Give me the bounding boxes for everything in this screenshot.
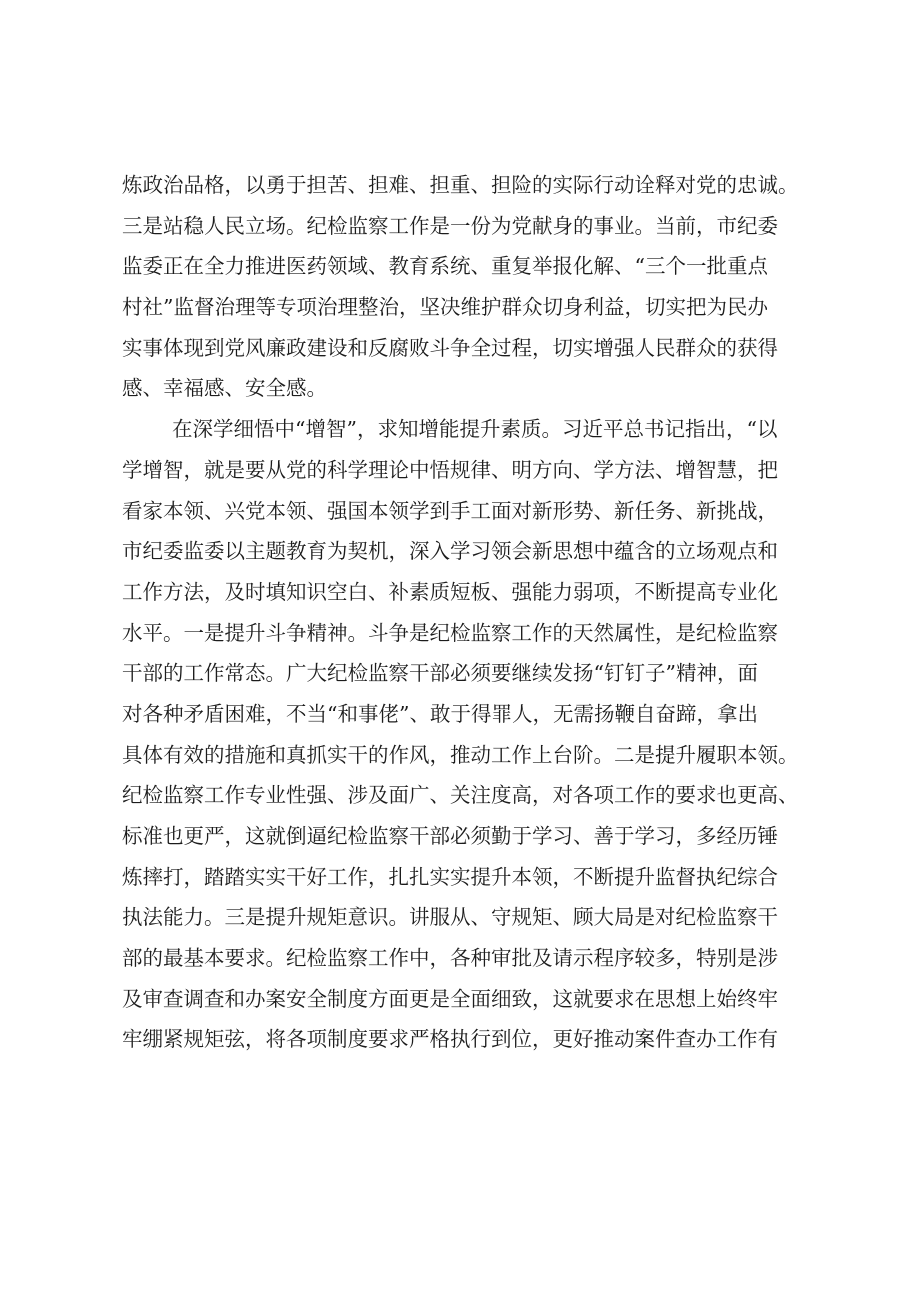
text-line: 具体有效的措施和真抓实干的作风，推动工作上台阶。二是提升履职本领。 <box>122 742 799 767</box>
text-line: 执法能力。三是提升规矩意识。讲服从、守规矩、顾大局是对纪检监察干 <box>122 905 778 930</box>
text-line: 炼政治品格，以勇于担苦、担难、担重、担险的实际行动诠释对党的忠诚。 <box>122 173 799 197</box>
text-line: 市纪委监委以主题教育为契机，深入学习领会新思想中蕴含的立场观点和 <box>122 539 778 564</box>
text-line: 纪检监察工作专业性强、涉及面广、关注度高，对各项工作的要求也更高、 <box>122 783 799 808</box>
body-text <box>122 165 822 1060</box>
text-line: 三是站稳人民立场。纪检监察工作是一份为党献身的事业。当前，市纪委 <box>122 213 778 238</box>
text-line: 炼摔打，踏踏实实干好工作，扎扎实实提升本领，不断提升监督执纪综合 <box>122 864 778 889</box>
text-line: 村社”监督治理等专项治理整治，坚决维护群众切身利益，切实把为民办 <box>122 295 768 320</box>
text-line: 看家本领、兴党本领、强国本领学到手工面对新形势、新任务、新挑战， <box>122 498 778 523</box>
text-line: 实事体现到党风廉政建设和反腐败斗争全过程，切实增强人民群众的获得 <box>122 335 778 360</box>
text-line: 部的最基本要求。纪检监察工作中，各种审批及请示程序较多，特别是涉 <box>122 946 778 971</box>
text-line: 标准也更严，这就倒逼纪检监察干部必须勤于学习、善于学习，多经历锤 <box>122 824 778 848</box>
text-line: 学增智，就是要从党的科学理论中悟规律、明方向、学方法、增智慧，把 <box>122 457 778 482</box>
text-line: 及审查调查和办案安全制度方面更是全面细致，这就要求在思想上始终牢 <box>122 986 778 1011</box>
text-line: 水平。一是提升斗争精神。斗争是纪检监察工作的天然属性，是纪检监察 <box>122 620 778 645</box>
text-line: 监委正在全力推进医药领域、教育系统、重复举报化解、“三个一批重点 <box>122 254 768 279</box>
text-line: 牢绷紧规矩弦，将各项制度要求严格执行到位，更好推动案件查办工作有 <box>122 1027 778 1052</box>
text-line: 感、幸福感、安全感。 <box>122 376 327 401</box>
text-line: 工作方法，及时填知识空白、补素质短板、强能力弱项，不断提高专业化 <box>122 579 778 604</box>
text-line: 干部的工作常态。广大纪检监察干部必须要继续发扬“钉钉子”精神，面 <box>122 661 758 686</box>
paragraph-first-line: 在深学细悟中“增智”，求知增能提升素质。习近平总书记指出，“以 <box>172 417 778 442</box>
text-line: 对各种矛盾困难，不当“和事佬”、敢于得罪人，无需扬鞭自奋蹄，拿出 <box>122 701 758 726</box>
